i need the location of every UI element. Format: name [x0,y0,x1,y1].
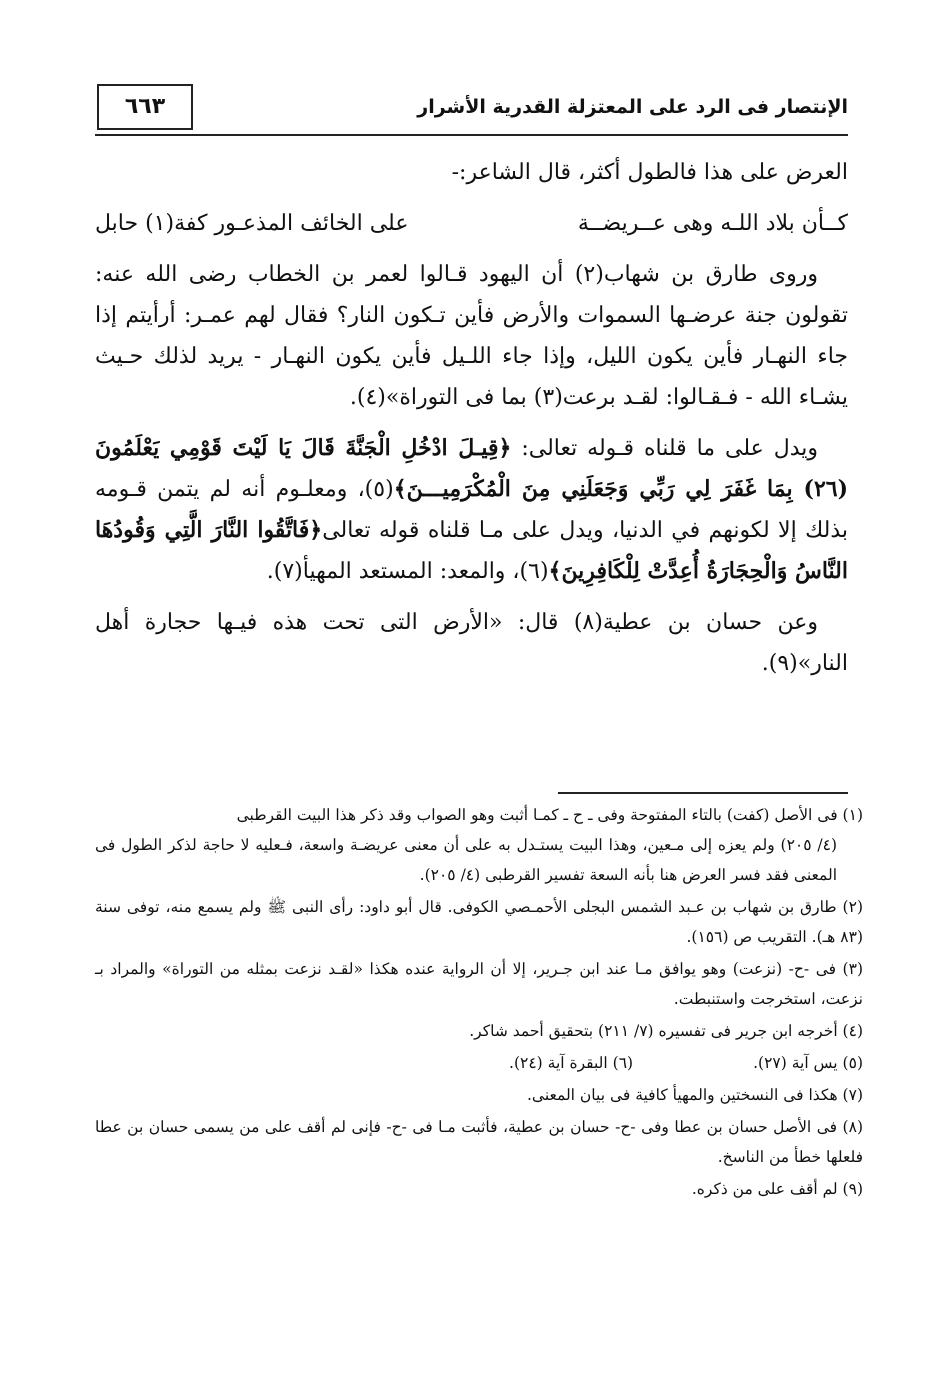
footnote-row-5-6 [95,1048,863,1078]
footnote-3: (٣) فى -ح- (نزعت) وهو يوافق مـا عند ابن جـرير، إلا أن الرواية عنده هكذا «لقـد نزعت بمثله من التوراة» والمراد بـ نزعت، استخرجت واستنبطت. [95,960,863,1008]
footnote-7: (٧) هكذا فى النسختين والمهيأ كافية فى بيان المعنى. [527,1086,863,1104]
footnote-9: (٩) لم أقف على من ذكره. [691,1180,863,1198]
quran-verse-yasin: ﴿قِيـلَ ادْخُلِ الْجَنَّةَ قَالَ يَا لَيْتَ قَوْمِي يَعْلَمُونَ (٢٦) بِمَا غَفَرَ لِي رَبِّي وَجَعَلَنِي مِنَ الْمُكْرَمِيـــنَ﴾ [95,435,848,502]
paragraph-intro: العرض على هذا فالطول أكثر، قال الشاعر:- [451,160,848,185]
book-title: الإنتصار فى الرد على المعتزلة القدرية الأشرار [417,96,848,118]
poetry-verse [95,203,848,244]
verse-first-hemistich: كــأن بلاد اللـه وهى عــريضــة [577,211,848,236]
paragraph-hassan: وعن حسان بن عطية(٨) قال: «الأرض التى تحت هذه فيـها حجارة أهل النار»(٩). [95,610,848,676]
page-number: ٦٦٣ [97,84,193,130]
paragraph-quran [95,428,848,592]
footnote-separator [558,792,848,794]
text-segment: ويدل على ما قلناه قـوله تعالى: [511,436,819,461]
paragraph-tariq: وروى طارق بن شهاب(٢) أن اليهود قـالوا لعمر بن الخطاب رضى الله عنه: تقولون جنة عرضـها السموات والأرض فأين تـكون النار؟ فقال لهم عمـر: أرأيتم إذا جاء النهـار فأين يكون الليل، وإذا جاء اللـيل فأين يكون النهـار - يريد لذلك حـيث يشـاء الله - فـقـالوا: لقـد برعت(٣) بما فى التوراة»(٤). [95,262,848,410]
quran-verse-baqara: ﴿فَاتَّقُوا النَّارَ الَّتِي وَقُودُهَا النَّاسُ وَالْحِجَارَةُ أُعِدَّتْ لِلْكَافِرِينَ﴾ [95,517,848,584]
text-segment: (٦)، والمعد: المستعد المهيأ(٧). [266,559,549,584]
running-header [95,82,848,136]
footnote-5: (٥) يس آية (٢٧). [753,1054,863,1072]
footnote-1 [95,800,863,890]
footnote-4: (٤) أخرجه ابن جرير فى تفسيره (٧/ ٢١١) بتحقيق أحمد شاكر. [469,1022,863,1040]
footnotes [95,800,863,1206]
footnote-2: (٢) طارق بن شهاب بن عـبد الشمس البجلى الأحمـصي الكوفى. قال أبو داود: رأى النبى ﷺ ولم يسمع منه، توفى سنة (٨٣ هـ). التقريب ص (١٥٦). [95,898,863,946]
footnote-text: (١) فى الأصل (كفت) بالتاء المفتوحة وفى ـ ح ـ كمـا أثبت وهو الصواب وقد ذكر هذا البيت القرطبى [236,806,863,824]
footnote-6: (٦) البقرة آية (٢٤). [509,1054,634,1072]
text-segment: (٥)، ومعلـوم أنه لم يتمن قـومه بذلك إلا لكونهم في الدنيا، ويدل على مـا قلناه قوله تعالى [95,477,849,543]
verse-second-hemistich: على الخائف المذعـور كفة(١) حابل [95,211,409,236]
footnote-continuation: (٤/ ٢٠٥) ولم يعزه إلى مـعين، وهذا البيت يستـدل به على أن معنى عريضـة واسعة، فـعليه لا حاجة لذكر الطول فى المعنى فقد فسر العرض هنا بأنه السعة تفسير القرطبى (٤/ ٢٠٥). [95,836,837,884]
footnote-8: (٨) فى الأصل حسان بن عطا وفى -ح- حسان بن عطية، فأثبت مـا فى -ح- فإنى لم أقف على من يسمى حسان بن عطا فلعلها خطأ من الناسخ. [95,1118,863,1166]
main-text [95,152,848,694]
